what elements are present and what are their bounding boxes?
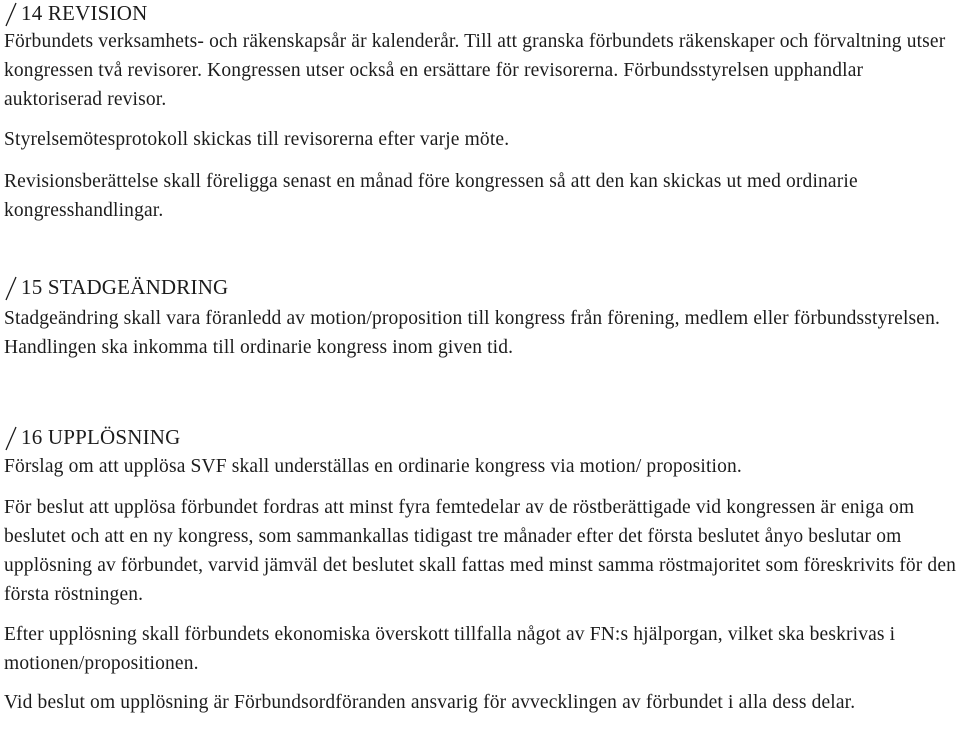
section-heading-text: 16 UPPLÖSNING [21, 425, 181, 449]
paragraph: Förbundets verksamhets- och räkenskapsår är kalenderår. Till att granska förbundets räkenskaper och förvaltning utser kongressen två revisorer. Kongressen utser också en ersättare för revisorerna. Förbundsstyrelsen upphandlar auktoriserad revisor. [4, 31, 946, 110]
paragraph: För beslut att upplösa förbundet fordras att minst fyra femtedelar av de röstberättigade vid kongressen är eniga om beslutet och att en ny kongress, som sammankallas tidigast tre månader efter det första beslutet ånyo beslutar om upplösning av förbundet, varvid jämväl det beslutet skall fattas med minst samma röstmajoritet som föreskrivits för den första röstningen. [4, 497, 957, 605]
section-heading-stadgeandring [4, 274, 958, 300]
paragraph: Styrelsemötesprotokoll skickas till revisorerna efter varje möte. [4, 129, 510, 150]
section-marker-icon [5, 2, 17, 28]
paragraph: Vid beslut om upplösning är Förbundsordföranden ansvarig för avvecklingen av förbundet i alla dess delar. [4, 692, 856, 713]
paragraph: Revisionsberättelse skall föreligga senast en månad före kongressen så att den kan skickas ut med ordinarie kongresshandlingar. [4, 171, 858, 221]
section-heading-text: 15 STADGEÄNDRING [21, 275, 229, 299]
section-heading-revision [4, 0, 958, 26]
paragraph: Stadgeändring skall vara föranledd av motion/proposition till kongress från förening, medlem eller förbundsstyrelsen. Handlingen ska inkomma till ordinarie kongress inom given tid. [4, 308, 940, 358]
paragraph: Efter upplösning skall förbundets ekonomiska överskott tillfalla något av FN:s hjälporgan, vilket ska beskrivas i motionen/propositionen. [4, 624, 896, 674]
paragraph: Förslag om att upplösa SVF skall underställas en ordinarie kongress via motion/ proposition. [4, 456, 742, 477]
section-marker-icon [5, 276, 17, 302]
section-heading-upplosning [4, 424, 958, 450]
section-marker-icon [5, 426, 17, 452]
section-heading-text: 14 REVISION [21, 1, 148, 25]
